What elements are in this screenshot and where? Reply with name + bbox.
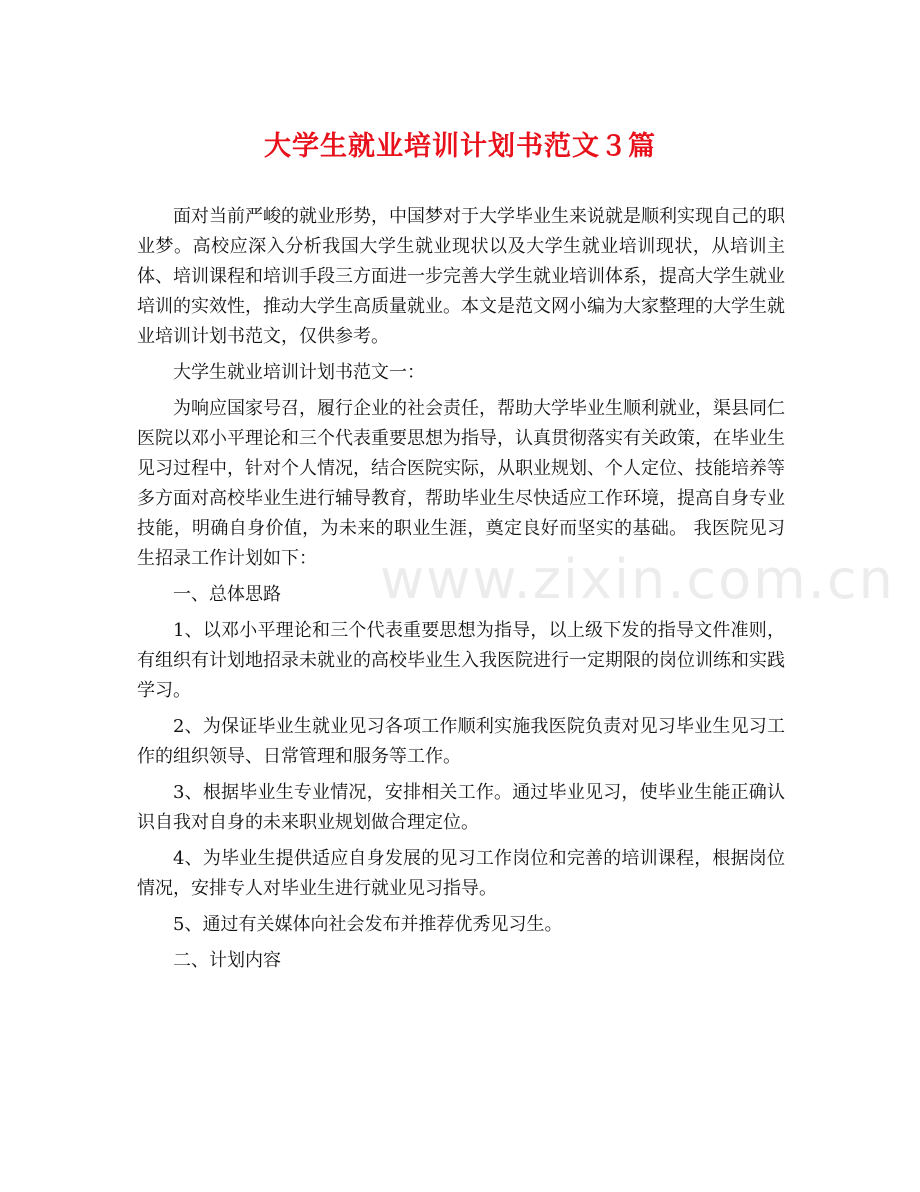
- paragraph-item-5: 5、通过有关媒体向社会发布并推荐优秀见习生。: [173, 914, 563, 935]
- paragraph-item-4: 4、为毕业生提供适应自身发展的见习工作岗位和完善的培训课程，根据岗位情况，安排专人对毕业生进行就业见习指导。: [137, 848, 785, 899]
- paragraph-item-2: 2、为保证毕业生就业见习各项工作顺利实施我医院负责对见习毕业生见习工作的组织领导、日常管理和服务等工作。: [137, 716, 785, 767]
- document-title: 大学生就业培训计划书范文３篇: [264, 131, 656, 162]
- paragraph-plan-intro: 为响应国家号召，履行企业的社会责任，帮助大学毕业生顺利就业，渠县同仁医院以邓小平理论和三个代表重要思想为指导，认真贯彻落实有关政策，在毕业生见习过程中，针对个人情况，结合医院实际，从职业规划、个人定位、技能培养等多方面对高校毕业生进行辅导教育，帮助毕业生尽快适应工作环境，提高自身专业技能，明确自身价值，为未来的职业生涯，奠定良好而坚实的基础。 我医院见习生招录工作计划如下：: [137, 398, 785, 569]
- paragraph-item-1: 1、以邓小平理论和三个代表重要思想为指导，以上级下发的指导文件准则，有组织有计划地招录未就业的高校毕业生入我医院进行一定期限的岗位训练和实践学习。: [137, 620, 785, 701]
- paragraph-item-3: 3、根据毕业生专业情况，安排相关工作。通过毕业见习，使毕业生能正确认识自我对自身的未来职业规划做合理定位。: [137, 782, 785, 833]
- paragraph-heading-2: 二、计划内容: [173, 950, 281, 971]
- paragraph-intro: 面对当前严峻的就业形势，中国梦对于大学毕业生来说就是顺利实现自己的职业梦。高校应深入分析我国大学生就业现状以及大学生就业培训现状，从培训主体、培训课程和培训手段三方面进一步完善大学生就业培训体系，提高大学生就业培训的实效性，推动大学生高质量就业。本文是范文网小编为大家整理的大学生就业培训计划书范文，仅供参考。: [137, 206, 785, 347]
- watermark: www.zixin.com.cn: [380, 548, 895, 611]
- paragraph-heading-1: 一、总体思路: [173, 584, 281, 605]
- paragraph-section-heading: 大学生就业培训计划书范文一：: [173, 362, 425, 383]
- document-body: [137, 202, 785, 976]
